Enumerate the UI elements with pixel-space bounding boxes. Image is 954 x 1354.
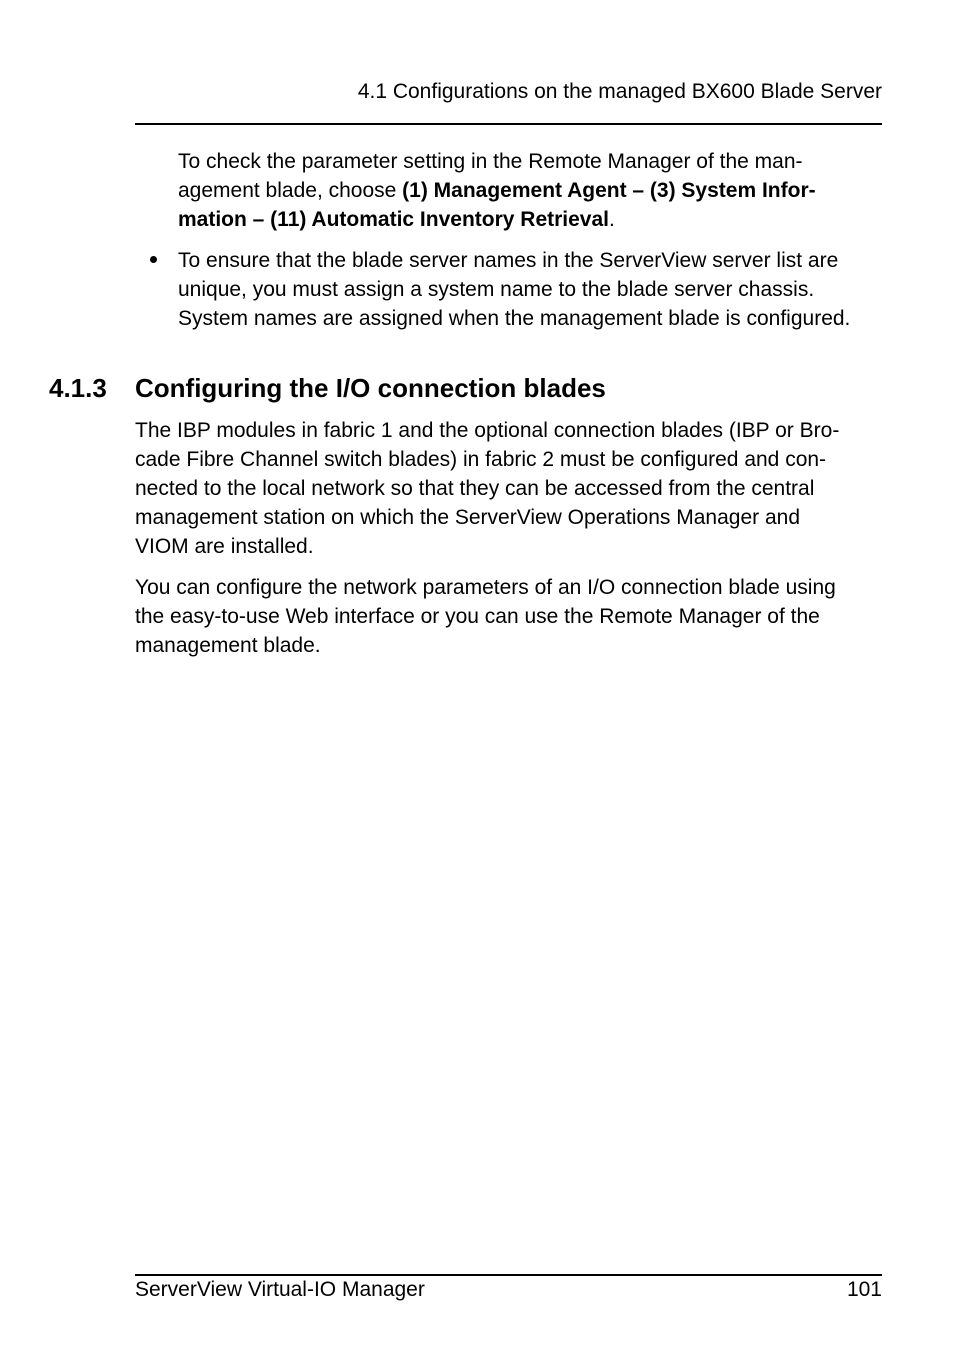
- header-rule: [135, 123, 882, 125]
- bullet-line-3: System names are assigned when the management blade is configured.: [178, 307, 851, 330]
- section-p1-line: management station on which the ServerView Operations Manager and: [135, 506, 800, 529]
- bullet-line-1: To ensure that the blade server names in the ServerView server list are: [178, 249, 839, 272]
- section-paragraph-2: [135, 573, 836, 660]
- footer-product-name: ServerView Virtual-IO Manager: [135, 1278, 425, 1301]
- section-p1-line: The IBP modules in fabric 1 and the optional connection blades (IBP or Bro-: [135, 419, 840, 442]
- intro-line-2: [178, 176, 816, 205]
- section-p2-line: You can configure the network parameters of an I/O connection blade using: [135, 576, 836, 599]
- menu-path-part-2: mation – (11) Automatic Inventory Retrieval: [178, 208, 610, 231]
- bullet-dot-icon: [150, 256, 157, 263]
- intro-line-2-text: agement blade, choose: [178, 179, 403, 202]
- intro-paragraph: [178, 147, 816, 234]
- section-title: Configuring the I/O connection blades: [135, 373, 606, 403]
- section-p1-line: nected to the local network so that they can be accessed from the central: [135, 477, 815, 500]
- menu-path-part-1: (1) Management Agent – (3) System Infor-: [402, 179, 816, 202]
- running-header: 4.1 Configurations on the managed BX600 Blade Server: [357, 80, 882, 103]
- section-p1-line: VIOM are installed.: [135, 535, 314, 558]
- footer-rule: [135, 1274, 882, 1276]
- intro-line-1: To check the parameter setting in the Remote Manager of the man-: [178, 150, 803, 173]
- bullet-line-2: unique, you must assign a system name to the blade server chassis.: [178, 278, 815, 301]
- section-p2-line: management blade.: [135, 634, 321, 657]
- section-p2-line: the easy-to-use Web interface or you can use the Remote Manager of the: [135, 605, 820, 628]
- bullet-paragraph: [178, 246, 850, 333]
- section-p1-line: cade Fibre Channel switch blades) in fabric 2 must be configured and con-: [135, 448, 827, 471]
- intro-line-3-text: .: [609, 208, 615, 231]
- section-paragraph-1: [135, 416, 839, 561]
- section-number: 4.1.3: [49, 373, 107, 403]
- intro-line-3: [178, 205, 816, 234]
- section-heading: [49, 371, 606, 405]
- page-number: 101: [846, 1278, 882, 1301]
